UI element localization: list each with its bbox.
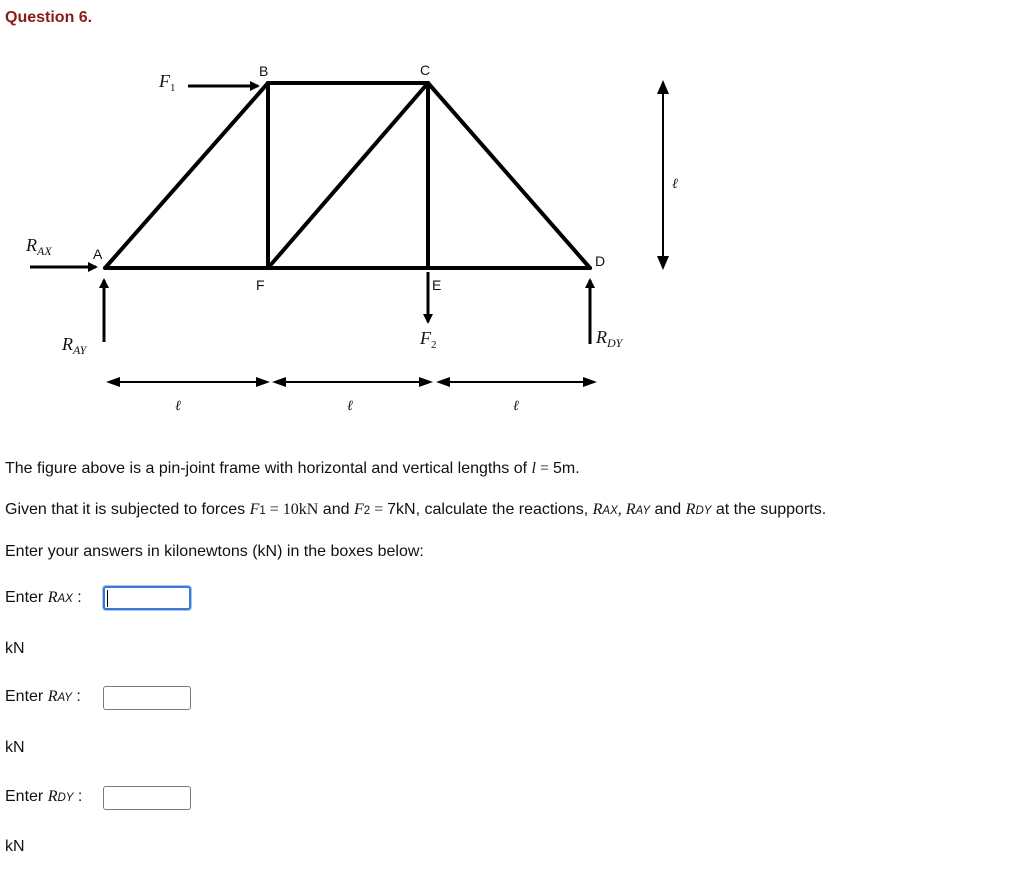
- force-rdy-label: $R_{DY}$: [596, 327, 623, 350]
- member-cd: [428, 83, 590, 268]
- enter-instructions: Enter your answers in kilonewtons (kN) in the boxes below:: [5, 543, 424, 560]
- vertical-length-label: ℓ: [672, 177, 678, 192]
- vertical-dimension: [657, 80, 669, 270]
- rax-answer-input[interactable]: [103, 586, 191, 610]
- force-ray-label: $R_{AY}$: [62, 334, 87, 357]
- node-label-e: E: [432, 277, 442, 293]
- truss-members: [105, 83, 590, 268]
- length-label-2: ℓ: [347, 399, 353, 414]
- force-f1-label: $F_1$: [159, 71, 176, 94]
- length-label-1: ℓ: [175, 399, 181, 414]
- given-paragraph: Given that it is subjected to forces F1 = 10kN and F2 = 7kN, calculate the reactions, RAX, RAY and RDY at the supports.: [5, 501, 827, 518]
- rdy-unit: kN: [5, 838, 25, 855]
- node-label-f: F: [256, 277, 265, 293]
- intro-paragraph: The figure above is a pin-joint frame with horizontal and vertical lengths of l = 5m.: [5, 460, 580, 477]
- rax-unit: kN: [5, 640, 25, 657]
- horizontal-dimensions: [106, 377, 597, 387]
- force-f2-label: $F_2$: [420, 328, 437, 351]
- truss-figure: [0, 50, 720, 430]
- rdy-answer-input[interactable]: [103, 786, 191, 810]
- node-label-c: C: [420, 62, 431, 78]
- member-fc: [268, 83, 428, 268]
- member-ab: [105, 83, 268, 268]
- force-rax-label: $R_{AX}$: [26, 235, 52, 258]
- answer-label-rax: Enter RAX :: [5, 589, 82, 606]
- node-label-d: D: [595, 253, 606, 269]
- node-label-a: A: [93, 246, 103, 262]
- ray-unit: kN: [5, 739, 25, 756]
- answer-label-rdy: Enter RDY :: [5, 788, 83, 805]
- node-label-b: B: [259, 63, 269, 79]
- text-caret: [107, 590, 108, 607]
- length-label-3: ℓ: [513, 399, 519, 414]
- answer-label-ray: Enter RAY :: [5, 688, 81, 705]
- question-title: Question 6.: [5, 9, 93, 26]
- ray-answer-input[interactable]: [103, 686, 191, 710]
